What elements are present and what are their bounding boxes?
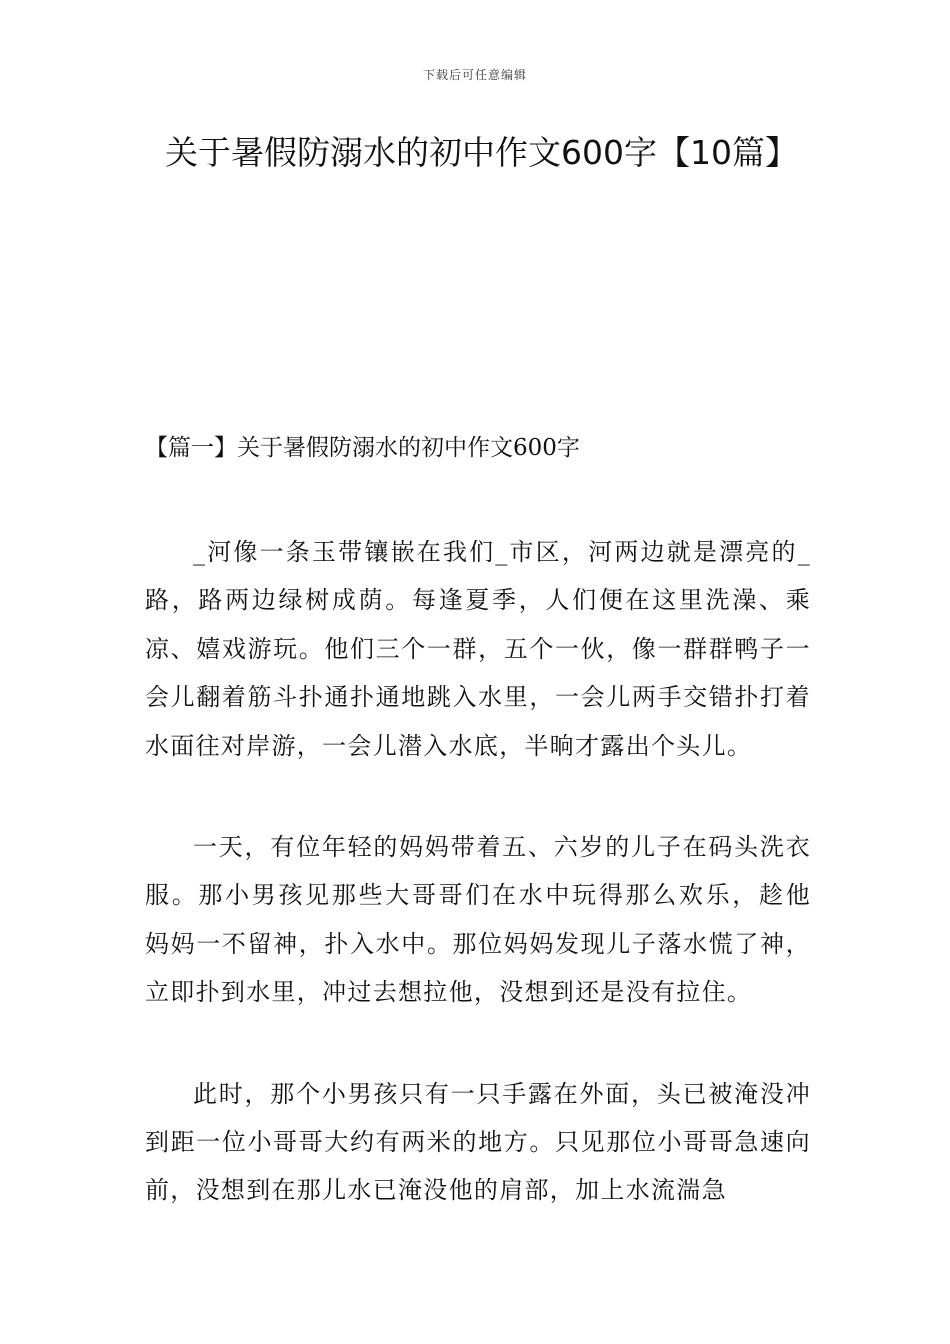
paragraph-2: 一天，有位年轻的妈妈带着五、六岁的儿子在码头洗衣服。那小男孩见那些大哥哥们在水中玩得那么欢乐，趁他 妈妈一不留神，扑入水中。那位妈妈发现儿子落水慌了神，立即扑到水里，冲过去想拉他，没想到还是没有拉住。 <box>145 833 811 1007</box>
header-note: 下载后可任意编辑 <box>422 68 527 82</box>
paragraph-3: 此时，那个小男孩只有一只手露在外面，头已被淹没冲到距一位小哥哥大约有两米的地方。只见那位小哥哥急速向前，没想到在那儿水已淹没他的肩部，加上水流湍急 <box>145 1079 811 1205</box>
paragraph-1: _河像一条玉带镶嵌在我们_市区，河两边就是漂亮的_路，路两边绿树成荫。每逢夏季，人们便在这里洗澡、乘凉、嬉戏游玩。他们三个一群，五个一伙，像一群群鸭子一会儿翻着筋斗扑通扑通地跳入水里，一会儿两手交错扑打着水面往对岸游，一会儿潜入水底，半晌才露出个头儿。 <box>145 538 811 760</box>
document-title: 关于暑假防溺水的初中作文600字【10篇】 <box>165 133 798 172</box>
section-heading: 【篇一】关于暑假防溺水的初中作文600字 <box>145 435 580 461</box>
article-body <box>145 528 811 1268</box>
